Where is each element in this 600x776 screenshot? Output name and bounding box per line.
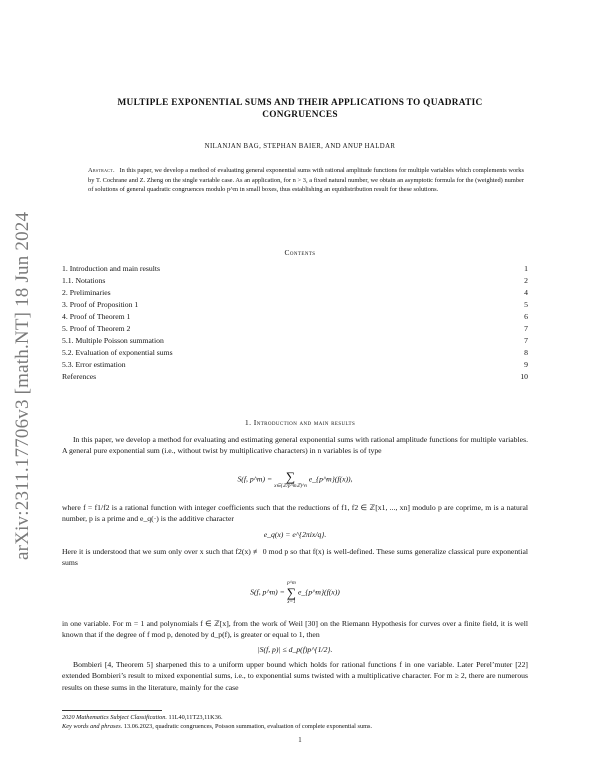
toc-entry[interactable] [62,371,528,383]
toc-entry[interactable] [62,347,528,359]
page-number: 1 [298,737,302,744]
equation-additive-character: e_q(x) = e^{2πix/q}. [263,530,327,539]
toc-entry-label: 2. Preliminaries [62,288,111,297]
intro-paragraph-4: in one variable. For m = 1 and polynomials f ∈ ℤ[x], from the work of Weil [30] on the Riemann Hypothesis for curves over a finite field, it is well known that if the degree of f mod p, denoted by d_p(f), is greater or equal to 1, then [62,619,528,640]
sum-sign-icon: ∑ [286,585,297,600]
toc-entry[interactable] [62,263,528,275]
intro-paragraph-1: In this paper, we develop a method for evaluating and estimating general exponential sums with rational amplitude functions for multiple variables. A general pure exponential sum (i.e., without twist by multiplicative characters) in n variables is of type [62,435,528,456]
toc-entry-page: 2 [524,276,528,285]
intro-paragraph-5: Bombieri [4, Theorem 5] sharpened this to a uniform upper bound which holds for rational functions f in one variable. Later Perel’muter [22] extended Bombieri’s result to mixed exponential sums, i.e., to exponential sums twisted with a multiplicative character. For m ≥ 2, there are numerous results on these sums in the literature, mainly for the case [62,660,528,692]
toc-entry[interactable] [62,323,528,335]
msc-label: 2020 Mathematics Subject Classification. [62,714,167,721]
eq1-sum-bottom: x∈(ℤ/p^mℤ)^n [274,483,307,489]
intro-paragraph-2: where f = f1/f2 is a rational function with integer coefficients such that the reductions of f1, f2 ∈ ℤ[x1, ..., xn] modulo p are coprime, m is a natural number, p is a prime and e_q(·) is the additive character [62,503,528,524]
toc-entry[interactable] [62,311,528,323]
footnote-divider [62,710,162,711]
toc-entry[interactable] [62,287,528,299]
sum-sign-icon: ∑ [285,469,296,484]
author-list: NILANJAN BAG, STEPHAN BAIER, AND ANUP HALDAR [204,143,396,150]
keywords-label: Key words and phrases. [62,723,123,730]
toc-entry-label: 5.2. Evaluation of exponential sums [62,348,173,357]
footnote-keywords [62,722,528,731]
toc-entry-label: 3. Proof of Proposition 1 [62,300,139,309]
eq3-sum [287,580,296,605]
toc-entry-label: 5.3. Error estimation [62,360,126,369]
toc-entry-page: 6 [524,312,528,321]
toc-entry-label: 4. Proof of Theorem 1 [62,312,131,321]
toc-entry-label: 1. Introduction and main results [62,264,160,273]
toc-entry-page: 1 [524,264,528,273]
toc-entry-page: 7 [524,324,528,333]
toc-entry[interactable] [62,275,528,287]
equation-single-sum [62,580,528,605]
toc-entry-page: 5 [524,300,528,309]
toc-entry-label: References [62,372,97,381]
toc-entry-page: 7 [524,336,528,345]
title-line-1: MULTIPLE EXPONENTIAL SUMS AND THEIR APPLICATIONS TO QUADRATIC [117,98,483,108]
eq3-rhs: e_{p^m}(f(x)) [297,587,340,597]
intro-paragraph-3: Here it is understood that we sum only over x such that f2(x) ≢ 0 mod p so that f(x) is well-defined. These sums generalize classical pure exponential sums [62,547,528,568]
footnote-msc [62,713,528,722]
toc-entry-page: 10 [520,372,528,381]
toc-entry-label: 5.1. Multiple Poisson summation [62,336,164,345]
contents-title: Contents [284,248,316,257]
abstract-text: In this paper, we develop a method of evaluating general exponential sums with rational amplitude functions for multiple variables which complements works by T. Cochrane and Z. Zheng on the single variable case. As an application, for n > 3, a fixed natural number, we obtain an asymptotic formula for the (weighted) number of solutions of general quadratic congruences modulo p^m in small boxes, thus establishing an equidistribution result for these solutions. [88,167,524,194]
toc-entry[interactable] [62,299,528,311]
abstract-label: Abstract. [88,167,115,174]
table-of-contents [62,263,528,383]
eq1-lhs: S(f, p^m) = [237,474,273,484]
paper-title [60,97,540,121]
toc-entry[interactable] [62,335,528,347]
keywords-value: 13.06.2023, quadratic congruences, Poisson summation, evaluation of complete exponential sums. [123,723,373,730]
abstract [88,166,524,195]
eq3-lhs: S(f, p^m) = [250,587,285,597]
toc-entry-label: 5. Proof of Theorem 2 [62,324,131,333]
eq3-sum-top: p^m [287,580,296,586]
toc-entry[interactable] [62,359,528,371]
equation-weil-bound: |S(f, p)| ≤ d_p(f)p^{1/2}. [257,645,333,654]
msc-value: 11L40,11T23,11K36. [168,714,223,721]
toc-entry-page: 4 [524,288,528,297]
eq1-sum [274,470,307,489]
title-line-2: CONGRUENCES [262,110,338,120]
toc-entry-page: 9 [524,360,528,369]
toc-entry-page: 8 [524,348,528,357]
equation-multi-sum [62,470,528,489]
arxiv-stamp[interactable]: arXiv:2311.17706v3 [math.NT] 18 Jun 2024 [12,211,33,560]
toc-entry-label: 1.1. Notations [62,276,106,285]
section-heading: 1. Introduction and main results [244,418,356,427]
eq3-sum-bottom: x=1 [287,599,296,605]
eq1-rhs: e_{p^m}(f(x)), [308,474,353,484]
